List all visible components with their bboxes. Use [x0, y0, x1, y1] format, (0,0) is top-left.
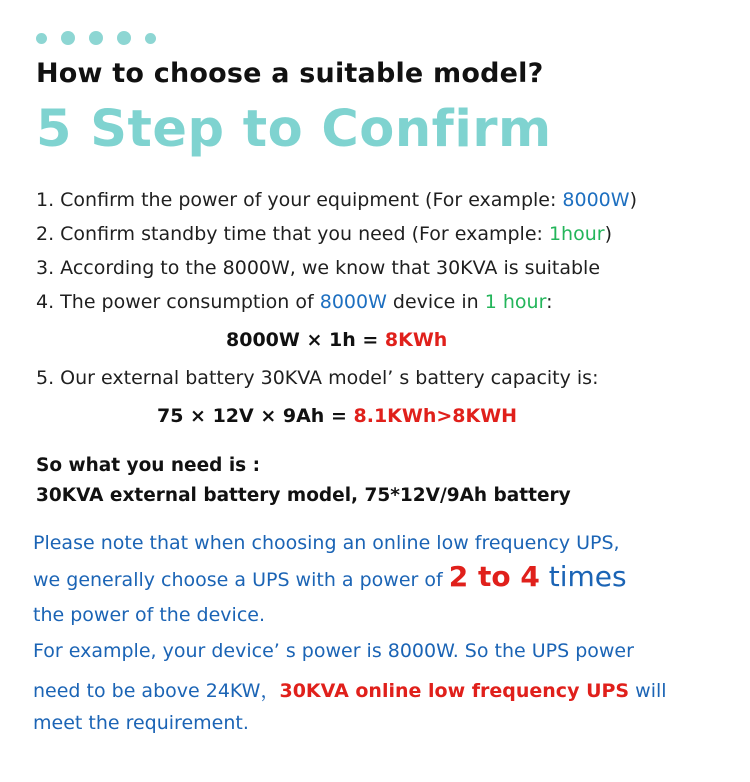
step-1: [36, 189, 637, 211]
step-4-text: 4. The power consumption of: [36, 291, 320, 313]
dot-icon: [89, 31, 103, 45]
dot-icon: [61, 31, 75, 45]
dot-icon: [36, 33, 47, 44]
formula-battery-result: 8.1KWh>8KWH: [353, 405, 518, 427]
page-title: How to choose a suitable model?: [36, 58, 544, 89]
page-subtitle: 5 Step to Confirm: [36, 100, 552, 159]
step-5-text: 5. Our external battery 30KVA model’ s battery capacity is:: [36, 367, 599, 389]
formula-energy: [226, 329, 447, 351]
step-4-power: 8000W: [319, 291, 387, 313]
note-line-2-start: we generally choose a UPS with a power of: [33, 569, 449, 591]
formula-battery-left: 75 × 12V × 9Ah =: [157, 405, 354, 427]
formula-energy-result: 8KWh: [384, 329, 448, 351]
step-5: [36, 367, 598, 389]
step-4-mid: device in: [386, 291, 485, 313]
formula-battery: [157, 405, 517, 427]
note-ups-highlight: 30KVA online low frequency UPS: [279, 680, 630, 702]
step-4-tail: :: [546, 291, 553, 313]
note-line-5: [33, 676, 667, 703]
step-3: [36, 257, 600, 279]
note-line-5-start: need to be above 24KW，: [33, 680, 280, 702]
step-2-tail: ): [604, 223, 612, 245]
step-4: [36, 291, 552, 313]
step-1-tail: ): [629, 189, 637, 211]
decorative-dots: [36, 31, 156, 45]
note-line-1: Please note that when choosing an online low frequency UPS,: [33, 532, 620, 554]
step-2-value: 1hour: [548, 223, 605, 245]
note-line-3: the power of the device.: [33, 604, 266, 626]
dot-icon: [145, 33, 156, 44]
note-line-2: [33, 560, 627, 593]
step-1-value: 8000W: [562, 189, 630, 211]
step-2-text: 2. Confirm standby time that you need (For example:: [36, 223, 549, 245]
step-1-text: 1. Confirm the power of your equipment (For example:: [36, 189, 563, 211]
note-line-5-end: will: [629, 680, 667, 702]
note-times-word: times: [539, 560, 627, 593]
formula-energy-left: 8000W × 1h =: [226, 329, 385, 351]
step-2: [36, 223, 612, 245]
need-heading: So what you need is :: [36, 455, 261, 476]
step-4-time: 1 hour: [484, 291, 547, 313]
dot-icon: [117, 31, 131, 45]
note-line-4: For example, your device’ s power is 8000W. So the UPS power: [33, 640, 634, 662]
note-line-6: meet the requirement.: [33, 712, 249, 734]
step-3-text: 3. According to the 8000W, we know that 30KVA is suitable: [36, 257, 601, 279]
need-summary: 30KVA external battery model, 75*12V/9Ah battery: [36, 485, 571, 506]
note-times-highlight: 2 to 4: [448, 560, 540, 593]
